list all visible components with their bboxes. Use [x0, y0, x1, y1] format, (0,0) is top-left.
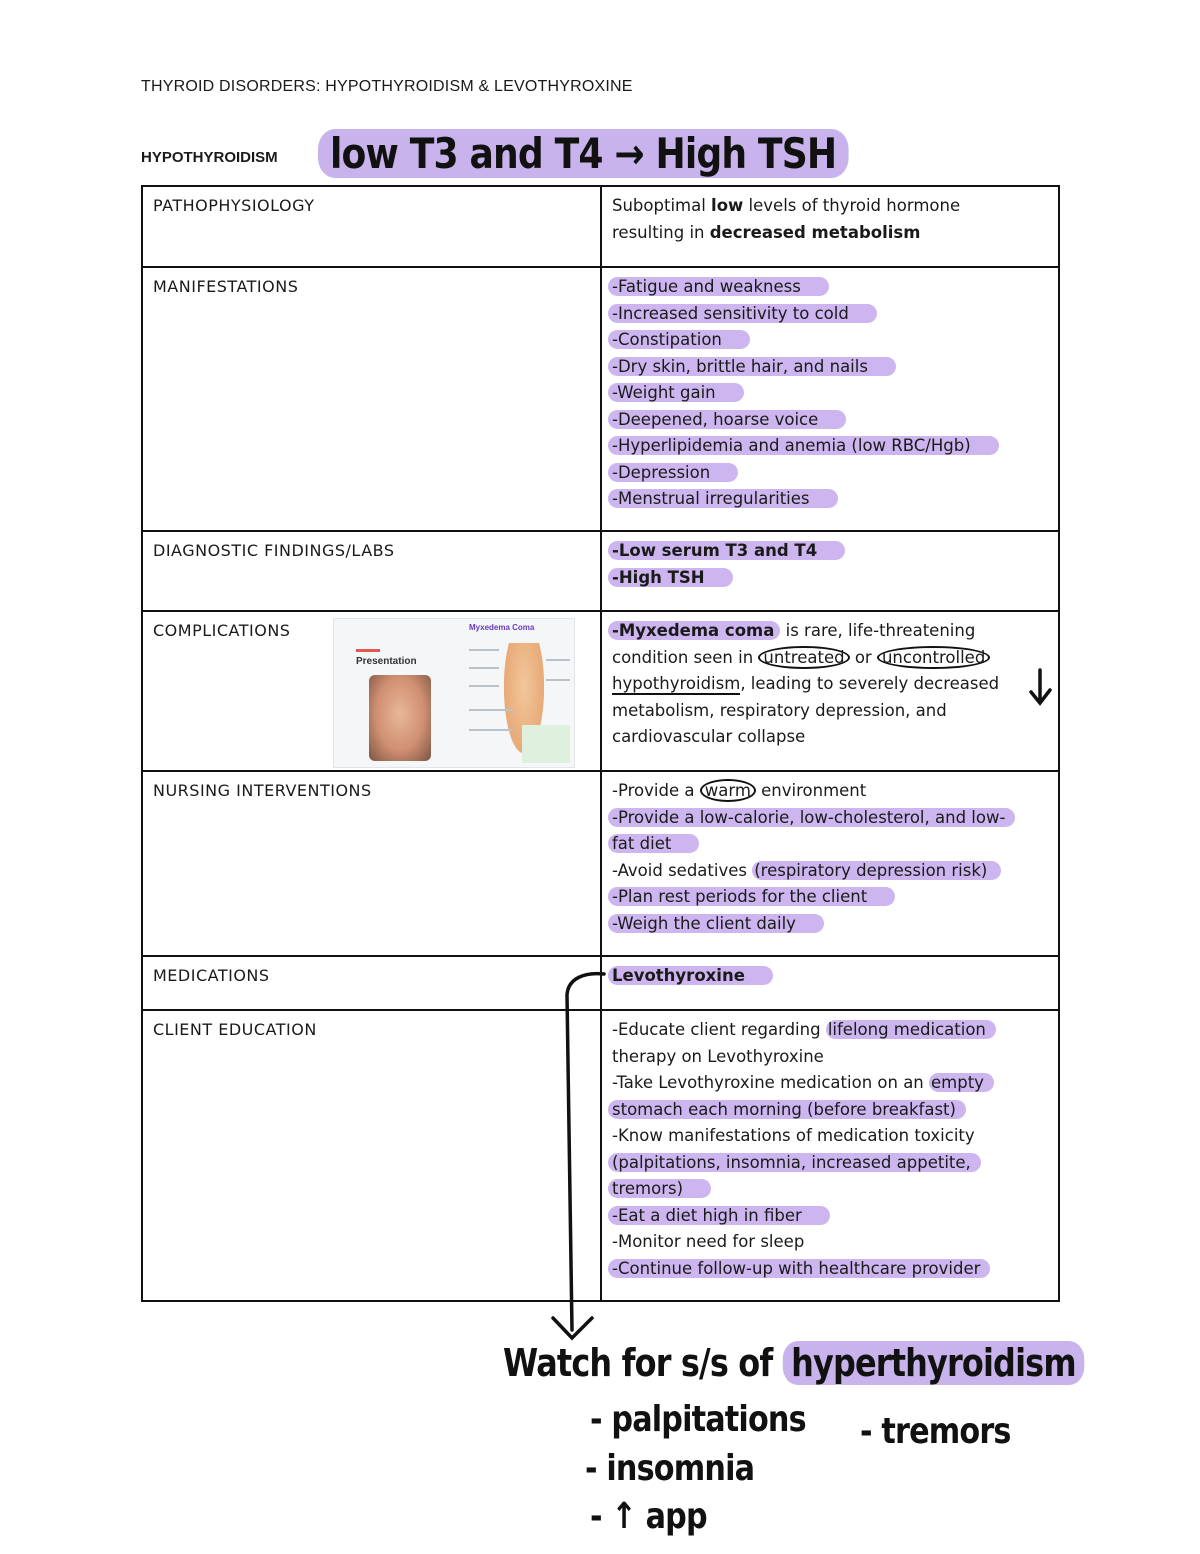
education-line-9: -Monitor need for sleep — [612, 1232, 805, 1251]
interventions-line-2: -Provide a low-calorie, low-cholesterol, and low- — [612, 805, 1048, 832]
list-item: -Depression — [612, 460, 1048, 487]
education-line-7: tremors) — [612, 1176, 1048, 1203]
thumbnail-caption: Presentation — [356, 656, 417, 667]
section-label: HYPOTHYROIDISM — [141, 149, 278, 166]
list-item: -Low serum T3 and T4 — [612, 538, 1048, 565]
row-label: CLIENT EDUCATION — [142, 1010, 601, 1301]
connector-arrow-icon — [567, 974, 604, 1330]
document-title: THYROID DISORDERS: HYPOTHYROIDISM & LEVOTHYROXINE — [141, 78, 633, 95]
education-line-6: (palpitations, insomnia, increased appetite, — [612, 1150, 1048, 1177]
education-line-4: stomach each morning (before breakfast) — [612, 1097, 1048, 1124]
education-line-5: -Know manifestations of medication toxicity — [612, 1126, 975, 1145]
row-label: MANIFESTATIONS — [142, 267, 601, 531]
list-item: -Hyperlipidemia and anemia (low RBC/Hgb) — [612, 433, 1048, 460]
row-label: NURSING INTERVENTIONS — [142, 771, 601, 956]
row-label: PATHOPHYSIOLOGY — [142, 186, 601, 267]
interventions-line-6: -Weigh the client daily — [612, 911, 1048, 938]
list-item: Levothyroxine — [612, 963, 1048, 990]
complications-line-3: hypothyroidism, leading to severely decreased — [612, 674, 1000, 693]
interventions-line-3: fat diet — [612, 831, 1048, 858]
list-item: -High TSH — [612, 565, 1048, 592]
patho-line-2: resulting in decreased metabolism — [612, 222, 921, 242]
row-label: COMPLICATIONS — [142, 611, 601, 771]
list-item: -Fatigue and weakness — [612, 274, 1048, 301]
row-label: MEDICATIONS — [142, 956, 601, 1010]
interventions-line-5: -Plan rest periods for the client — [612, 884, 1048, 911]
handwritten-item: - palpitations — [590, 1399, 806, 1440]
list-item: -Increased sensitivity to cold — [612, 301, 1048, 328]
education-line-3: -Take Levothyroxine medication on an empty — [612, 1070, 1048, 1097]
complications-line-4: metabolism, respiratory depression, and — [612, 700, 947, 720]
list-item: -Constipation — [612, 327, 1048, 354]
complications-line-1: -Myxedema coma is rare, life-threatening — [612, 618, 1048, 645]
interventions-line-4: -Avoid sedatives (respiratory depression risk) — [612, 858, 1048, 885]
education-line-2: therapy on Levothyroxine — [612, 1046, 824, 1066]
thumbnail-title: Myxedema Coma — [469, 623, 535, 632]
complications-line-2: condition seen in untreated or uncontrolled — [612, 645, 1048, 672]
handwritten-watch-note: Watch for s/s of hyperthyroidism — [503, 1340, 1084, 1386]
patho-line-1: Suboptimal low levels of thyroid hormone — [612, 196, 961, 215]
handwritten-item: - insomnia — [585, 1448, 755, 1489]
education-line-8: -Eat a diet high in fiber — [612, 1203, 1048, 1230]
complications-line-5: cardiovascular collapse — [612, 727, 806, 746]
interventions-line-1: -Provide a warm environment — [612, 781, 867, 800]
education-line-10: -Continue follow-up with healthcare provider — [612, 1256, 1048, 1283]
list-item: -Deepened, hoarse voice — [612, 407, 1048, 434]
down-arrow-icon — [1031, 670, 1050, 703]
handwritten-item: - tremors — [860, 1411, 1011, 1452]
handwritten-heading-text: low T3 and T4 → High TSH — [318, 129, 848, 178]
list-item: -Weight gain — [612, 380, 1048, 407]
handwritten-item: - ↑ app — [590, 1496, 707, 1537]
untreated-circle: untreated — [758, 646, 849, 669]
list-item: -Dry skin, brittle hair, and nails — [612, 354, 1048, 381]
warm-circle: warm — [700, 779, 756, 802]
list-item: -Menstrual irregularities — [612, 486, 1048, 513]
row-label: DIAGNOSTIC FINDINGS/LABS — [142, 531, 601, 611]
uncontrolled-circle: uncontrolled — [877, 646, 990, 669]
education-line-1: -Educate client regarding lifelong medication — [612, 1017, 1048, 1044]
